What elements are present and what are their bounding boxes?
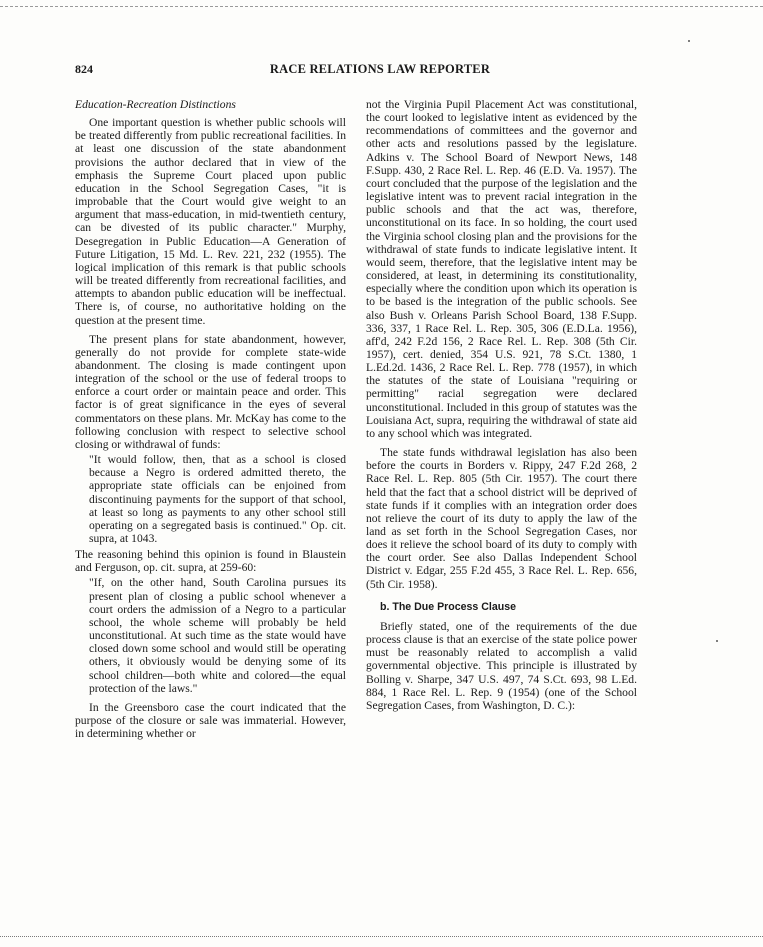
paragraph: In the Greensboro case the court indicated that the purpose of the closure or sale was immaterial. However, in determining whether or	[75, 700, 346, 741]
section-title: Education-Recreation Distinctions	[75, 98, 236, 111]
paragraph: not the Virginia Pupil Placement Act was constitutional, the court looked to legislative intent as evidenced by the recommendations of committees and the governor and other acts and resolutions passed by the legislature. Adkins v. The School Board of Newport News, 148 F.Supp. 430, 2 Race Rel. L. Rep. 46 (E.D. Va. 1957). The court concluded that the purpose of the legislation and the legislative intent was to prevent racial integration in the public schools and that the act was, therefore, unconstitutional on its face. In so holding, the court used the Virginia school closing plan and the provisions for the withdrawal of state funds to indicate legislative intent. It would seem, therefore, that the legislative intent may be considered, at least, in determining its constitutionality, especially where the condition upon which its operation is to be based is the integration of the public schools. See also Bush v. Orleans Parish School Board, 138 F.Supp. 336, 337, 1 Race Rel. L. Rep. 305, 306 (E.D.La. 1956), aff'd, 242 F.2d 156, 2 Race Rel. L. Rep. 308 (5th Cir. 1957), cert. denied, 354 U.S. 921, 78 S.Ct. 1380, 1 L.Ed.2d. 1436, 2 Race Rel. L. Rep. 778 (1957), in which the statutes of the state of Louisiana "requiring or permitting" racial segregation were declared unconstitutional. Included in this group of statutes was the Louisiana Act, supra, requiring the withdrawal of state aid to any school which was integrated.	[366, 98, 637, 440]
right-column	[366, 98, 637, 712]
subsection-heading: b. The Due Process Clause	[380, 600, 517, 613]
block-quote	[89, 453, 346, 545]
running-head: RACE RELATIONS LAW REPORTER	[269, 62, 491, 76]
quote-text: "If, on the other hand, South Carolina pursues its present plan of closing a public school whenever a court orders the admission of a Negro to a particular school, the whole scheme will probably be held unconstitutional. At such time as the state would have closed down some school and would still be operating others, it obviously would be denying some of its school children—both white and colored—the equal protection of the laws."	[89, 576, 346, 695]
block-quote	[89, 576, 346, 694]
left-column	[75, 98, 346, 740]
quote-text: "It would follow, then, that as a school is closed because a Negro is ordered admitted thereto, the appropriate state officials can be enjoined from discontinuing payments for the support of that school, at least so long as payments to any other school still operating on a segregated basis is continued." Op. cit. supra, at 1043.	[89, 453, 346, 545]
page-number: 824	[75, 62, 93, 76]
scan-speck	[716, 640, 718, 642]
scan-edge-bottom	[0, 936, 763, 937]
paragraph: Briefly stated, one of the requirements of the due process clause is that an exercise of the state police power must be reasonably related to accomplish a valid governmental objective. This principle is illustrated by Bolling v. Sharpe, 347 U.S. 497, 74 S.Ct. 693, 98 L.Ed. 884, 1 Race Rel. L. Rep. 9 (1954) (one of the School Segregation Cases, from Washington, D. C.):	[366, 619, 637, 712]
scan-edge-top	[0, 6, 763, 7]
paragraph: The present plans for state abandonment, however, generally do not provide for complete state-wide abandonment. The closing is made contingent upon integration of the school or the use of federal troops to enforce a court order or maintain peace and order. This factor is of great significance in the eyes of several commentators on these plans. Mr. McKay has come to the following conclusion with respect to selective school closing or withdrawal of funds:	[75, 332, 346, 451]
paragraph: The state funds withdrawal legislation has also been before the courts in Borders v. Rippy, 247 F.2d 268, 2 Race Rel. L. Rep. 805 (5th Cir. 1957). The court there held that the fact that a school district will be deprived of state funds if it complies with an integration order does not relieve the court of its duty to apply the law of the land as set forth in the School Segregation Cases, nor does it relieve the school board of its duty to comply with the court order. See also Dallas Independent School District v. Edgar, 255 F.2d 455, 3 Race Rel. L. Rep. 656, (5th Cir. 1958).	[366, 446, 637, 591]
page-header	[75, 62, 685, 80]
scan-speck	[688, 40, 690, 42]
paragraph: The reasoning behind this opinion is found in Blaustein and Ferguson, op. cit. supra, at 259-60:	[75, 548, 346, 575]
paragraph: One important question is whether public schools will be treated differently from public recreational facilities. In at least one discussion of the state abandonment provisions the author declared that in view of the emphasis the Supreme Court placed upon public education in the School Segregation Cases, "it is improbable that the Court would give weight to an argument that mass-education, in mid-twentieth century, can be divested of its public character." Murphy, Desegregation in Public Education—A Generation of Future Litigation, 15 Md. L. Rev. 221, 232 (1955). The logical implication of this remark is that public schools will be treated differently from recreational facilities, and attempts to abandon public education will be ineffectual. There is, of course, no authoritative holding on the question at the present time.	[75, 116, 346, 327]
